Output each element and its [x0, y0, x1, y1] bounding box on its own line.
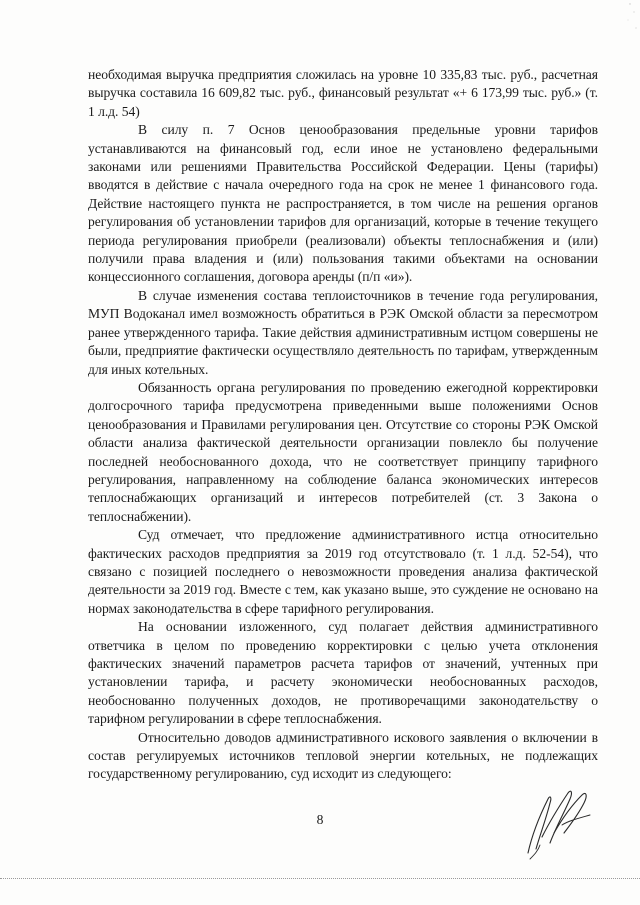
scan-artifact [560, 0, 640, 40]
document-body [88, 66, 598, 784]
paragraph: В случае изменения состава теплоисточников в течение года регулирования, МУП Водоканал имел возможность обратиться в РЭК Омской области за пересмотром ранее утвержденного тарифа. Такие действия административным истцом совершены не были, предприятие фактически осуществляло деятельность по тарифам, утвержденным для иных котельных. [88, 287, 598, 377]
paragraph: На основании изложенного, суд полагает действия административного ответчика в целом по проведению корректировки с целью учета отклонения фактических значений параметров расчета тарифов от значений, учтенных при установлении тарифа, и расчету экономически необоснованных расходов, необоснованно полученных доходов, не противоречащими законодательству о тарифном регулировании в сфере теплоснабжения. [88, 619, 598, 727]
scan-edge-line [0, 878, 640, 880]
paragraph-continuation: необходимая выручка предприятия сложилась на уровне 10 335,83 тыс. руб., расчетная выручка составила 16 609,82 тыс. руб., финансовый результат «+ 6 173,99 тыс. руб.» (т. 1 л.д. 54) [88, 67, 598, 119]
paragraph: Суд отмечает, что предложение административного истца относительно фактических расходов предприятия за 2019 год отсутствовало (т. 1 л.д. 52-54), что связано с позицией последнего о невозможности проведения анализа фактической деятельности за 2019 год. Вместе с тем, как указано выше, это суждение не основано на нормах законодательства в сфере тарифного регулирования. [88, 527, 598, 616]
paragraph: В силу п. 7 Основ ценообразования предельные уровни тарифов устанавливаются на финансовый год, если иное не установлено федеральными законами или решениями Правительства Российской Федерации. Цены (тарифы) вводятся в действие с начала очередного года на срок не менее 1 финансового года. Действие настоящего пункта не распространяется, в том числе на решения органов регулирования об установлении тарифов для организаций, которые в течение текущего периода регулирования приобрели (реализовали) объекты теплоснабжения и (или) получили права владения и (или) пользования такими объектами на основании концессионного соглашения, договора аренды (п/п «и»). [88, 122, 598, 285]
paragraph: Относительно доводов административного искового заявления о включении в состав регулируемых источников тепловой энергии котельных, не подлежащих государственному регулированию, суд исходит из следующего: [88, 729, 598, 782]
paragraph: Обязанность органа регулирования по проведению ежегодной корректировки долгосрочного тарифа предусмотрена приведенными выше положениями Основ ценообразования и Правилами регулирования цен. Отсутствие со стороны РЭК Омской области анализа фактической деятельности организации повлекло бы получение последней необоснованного дохода, что не соответствует принципу тарифного регулирования, направленному на соблюдение баланса экономических интересов теплоснабжающих организаций и интересов потребителей (ст. 3 Закона о теплоснабжении). [88, 379, 598, 524]
page-number: 8 [316, 812, 324, 827]
handwritten-signature [510, 775, 600, 865]
